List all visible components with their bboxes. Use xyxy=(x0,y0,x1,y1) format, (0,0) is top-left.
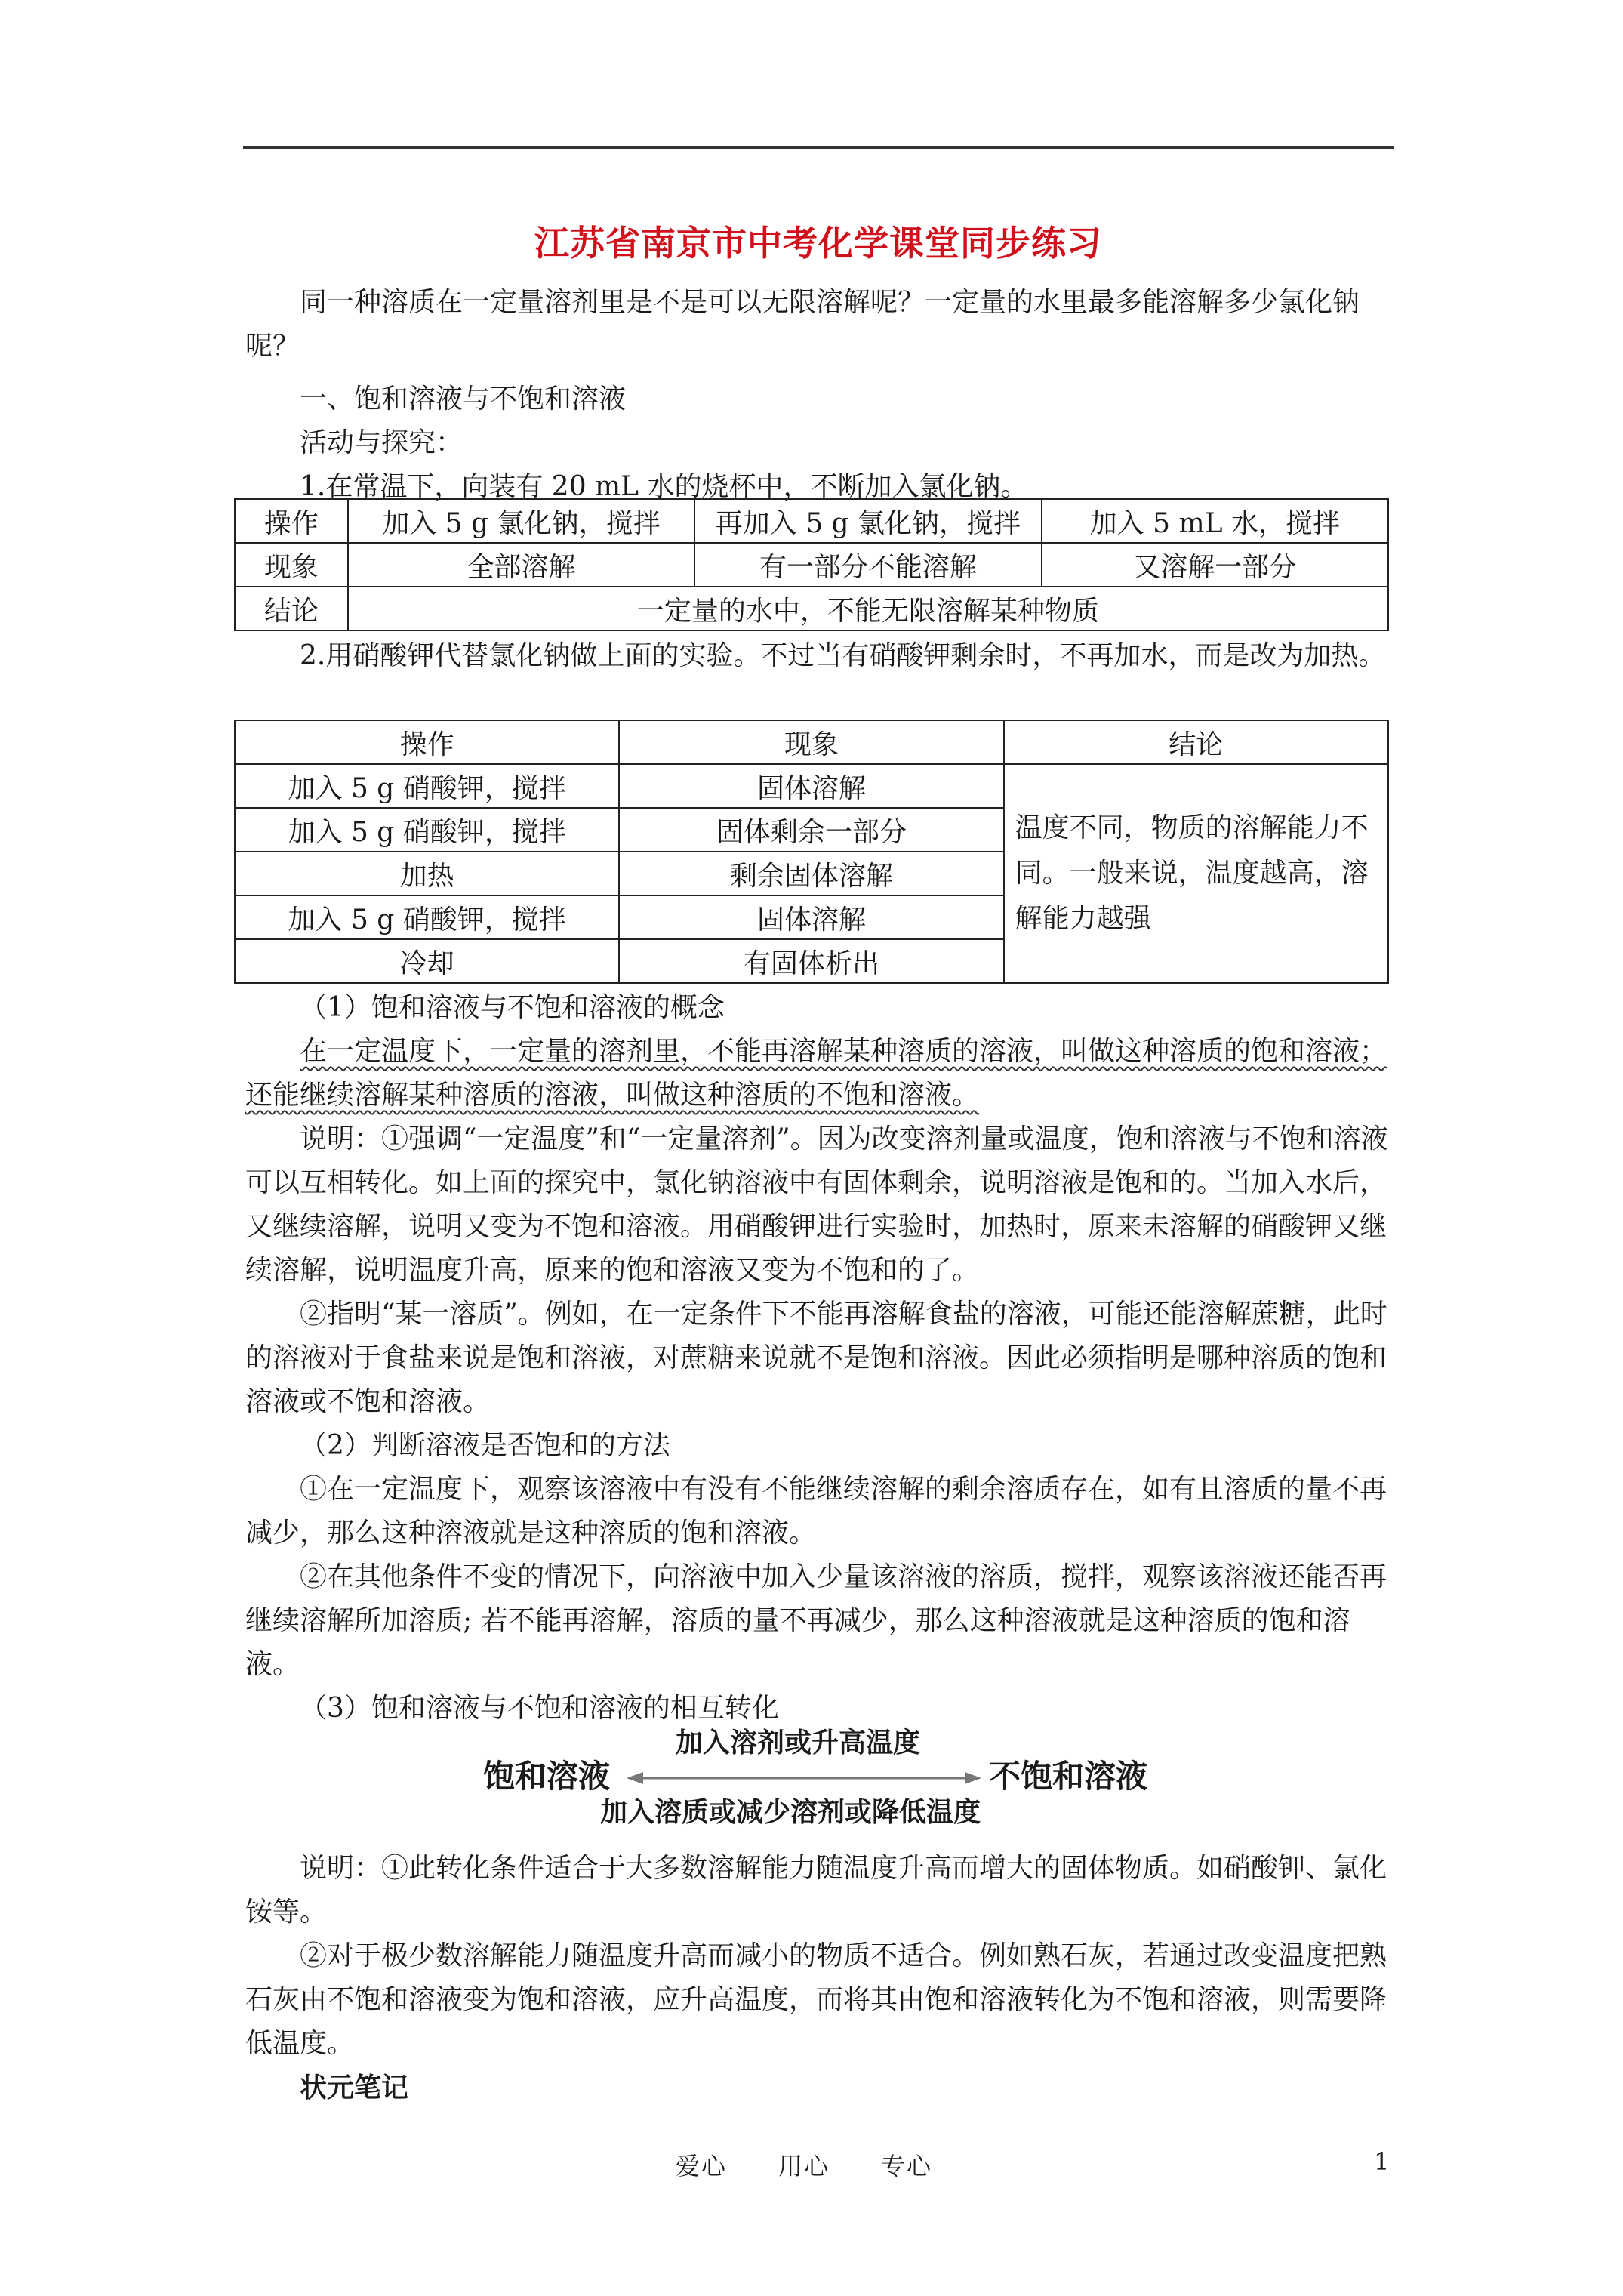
table-row xyxy=(235,499,1388,543)
table-cell: 固体溶解 xyxy=(619,764,1003,808)
experiment-1-text: 1.在常温下，向装有 20 mL 水的烧杯中，不断加入氯化钠。 xyxy=(300,471,1028,502)
table-row xyxy=(235,543,1388,587)
table-cell: 一定量的水中，不能无限溶解某种物质 xyxy=(348,587,1388,630)
kno3-experiment-table xyxy=(234,720,1389,984)
table-cell: 有一部分不能溶解 xyxy=(694,543,1041,587)
intro-block xyxy=(245,281,1393,509)
table-header-row xyxy=(235,720,1388,764)
table-cell: 冷却 xyxy=(235,939,619,983)
note-2: ②指明“某一溶质”。例如，在一定条件下不能再溶解食盐的溶液，可能还能溶解蔗糖，此时的溶液对于食盐来说是饱和溶液，对蔗糖来说就不是饱和溶液。因此必须指明是哪种溶质的饱和溶液或不饱和溶液。 xyxy=(245,1299,1387,1417)
table-cell: 全部溶解 xyxy=(348,543,694,587)
table-row xyxy=(235,764,1388,808)
row-header: 操作 xyxy=(235,499,348,543)
notes-block xyxy=(245,1847,1393,2110)
table-cell: 加入 5 g 氯化钠，搅拌 xyxy=(348,499,694,543)
unsaturated-label: 不饱和溶液 xyxy=(989,1758,1148,1795)
table-row xyxy=(235,587,1388,630)
table-cell: 有固体析出 xyxy=(619,939,1003,983)
reverse-condition-label: 加入溶质或减少溶剂或降低温度 xyxy=(600,1796,981,1828)
column-header: 结论 xyxy=(1004,720,1388,764)
table-cell: 再加入 5 g 氯化钠，搅拌 xyxy=(694,499,1041,543)
note-4: ②对于极少数溶解能力随温度升高而减小的物质不适合。例如熟石灰，若通过改变温度把熟石灰由不饱和溶液变为饱和溶液，应升高温度，而将其由饱和溶液转化为不饱和溶液，则需要降低温度。 xyxy=(245,1940,1387,2059)
note-1: 说明：①强调“一定温度”和“一定量溶剂”。因为改变溶剂量或温度，饱和溶液与不饱和溶液可以互相转化。如上面的探究中，氯化钠溶液中有固体剩余，说明溶液是饱和的。当加入水后，又继续溶解，说明又变为不饱和溶液。用硝酸钾进行实验时，加热时，原来未溶解的硝酸钾又继续溶解，说明温度升高，原来的饱和溶液又变为不饱和的了。 xyxy=(245,1123,1388,1286)
conversion-diagram xyxy=(476,1721,1178,1827)
conclusion-cell: 温度不同，物质的溶解能力不同。一般来说，温度越高，溶解能力越强 xyxy=(1004,764,1388,983)
concepts-block xyxy=(245,986,1393,1730)
document-title: 江苏省南京市中考化学课堂同步练习 xyxy=(534,223,1102,264)
table-cell: 加入 5 g 硝酸钾，搅拌 xyxy=(235,764,619,808)
section-heading-1: 一、饱和溶液与不饱和溶液 xyxy=(300,384,627,415)
note-3: 说明：①此转化条件适合于大多数溶解能力随温度升高而增大的固体物质。如硝酸钾、氯化铵等。 xyxy=(245,1853,1387,1928)
definition-text: 在一定温度下，一定量的溶剂里，不能再溶解某种溶质的溶液，叫做这种溶质的饱和溶液；还能继续溶解某种溶质的溶液，叫做这种溶质的不饱和溶液。 xyxy=(245,1036,1387,1111)
table-cell: 加入 5 g 硝酸钾，搅拌 xyxy=(235,808,619,852)
notes-title: 状元笔记 xyxy=(300,2072,409,2103)
table-cell: 加入 5 g 硝酸钾，搅拌 xyxy=(235,895,619,939)
row-header: 现象 xyxy=(235,543,348,587)
table-cell: 固体剩余一部分 xyxy=(619,808,1003,852)
row-header: 结论 xyxy=(235,587,348,630)
forward-condition-label: 加入溶剂或升高温度 xyxy=(676,1727,921,1758)
footer-motto: 爱心 用心 专心 xyxy=(676,2152,933,2180)
experiment-2-text: 2.用硝酸钾代替氯化钠做上面的实验。不过当有硝酸钾剩余时，不再加水，而是改为加热。 xyxy=(300,640,1386,671)
column-header: 操作 xyxy=(235,720,619,764)
subheading-2: （2）判断溶液是否饱和的方法 xyxy=(300,1430,670,1461)
definition-paragraph xyxy=(245,1030,1393,1117)
saturated-label: 饱和溶液 xyxy=(483,1758,611,1795)
intro-paragraph: 同一种溶质在一定量溶剂里是不是可以无限溶解呢？一定量的水里最多能溶解多少氯化钠呢？ xyxy=(245,287,1360,362)
subheading-3: （3）饱和溶液与不饱和溶液的相互转化 xyxy=(300,1693,779,1724)
method-1: ①在一定温度下，观察该溶液中有没有不能继续溶解的剩余溶质存在，如有且溶质的量不再减少，那么这种溶液就是这种溶质的饱和溶液。 xyxy=(245,1474,1387,1549)
subheading-1: （1）饱和溶液与不饱和溶液的概念 xyxy=(300,992,725,1023)
activity-label: 活动与探究： xyxy=(300,427,463,458)
table-cell: 加热 xyxy=(235,852,619,895)
nacl-experiment-table xyxy=(234,498,1389,631)
experiment-2-block xyxy=(245,634,1393,678)
method-2: ②在其他条件不变的情况下，向溶液中加入少量该溶液的溶质，搅拌，观察该溶液还能否再继续溶解所加溶质; 若不能再溶解，溶质的量不再减少，那么这种溶液就是这种溶质的饱和溶液。 xyxy=(245,1561,1387,1680)
table-cell: 固体溶解 xyxy=(619,895,1003,939)
page-number: 1 xyxy=(1374,2147,1390,2176)
column-header: 现象 xyxy=(619,720,1003,764)
table-cell: 又溶解一部分 xyxy=(1042,543,1388,587)
table-cell: 剩余固体溶解 xyxy=(619,852,1003,895)
table-cell: 加入 5 mL 水，搅拌 xyxy=(1042,499,1388,543)
header-rule xyxy=(243,146,1394,149)
double-arrow-icon xyxy=(627,1767,981,1789)
